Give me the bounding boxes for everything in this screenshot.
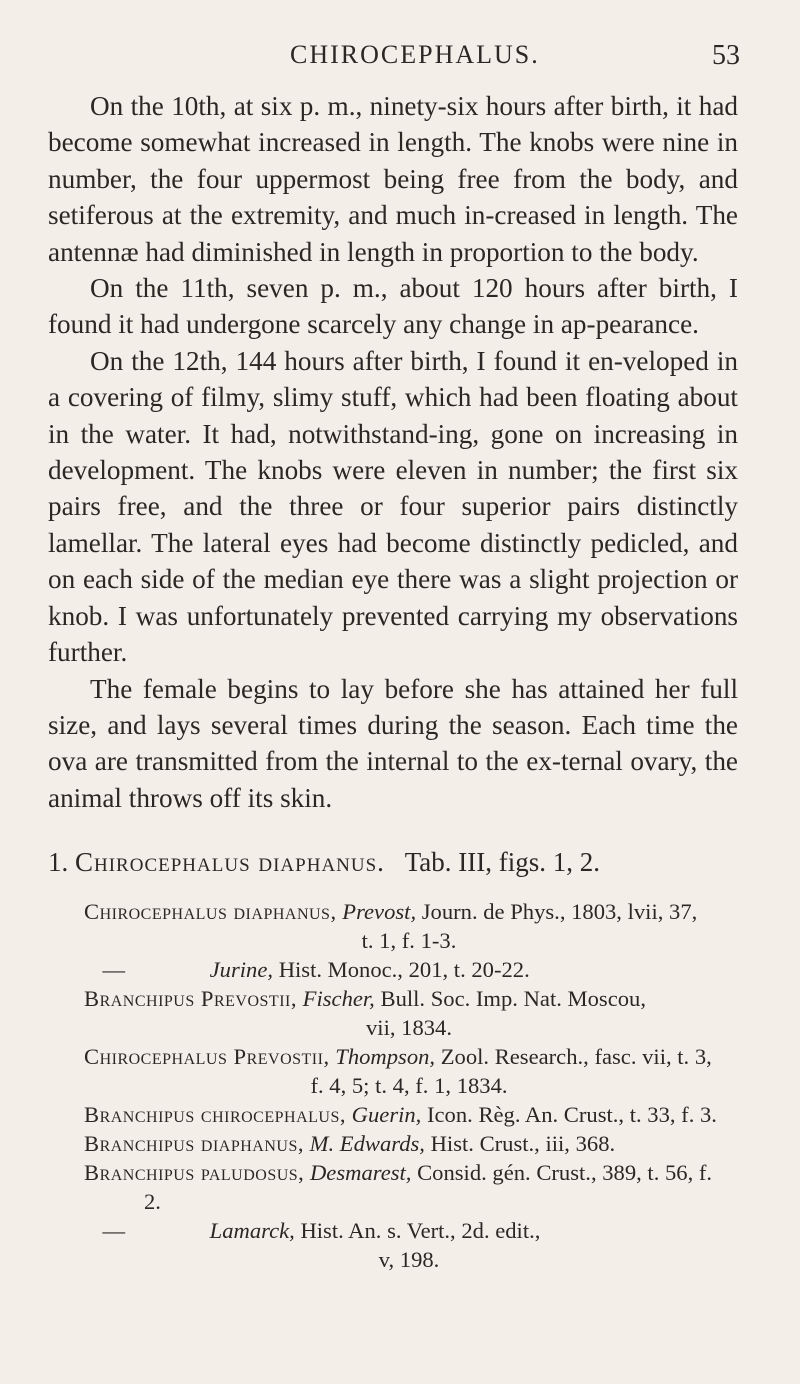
paragraph-2: On the 11th, seven p. m., about 120 hours after birth, I found it had undergone scarcely any change in ap-pearance.: [48, 273, 738, 340]
synonymy-entry: [84, 1158, 734, 1216]
synonym-author: Desmarest,: [309, 1160, 412, 1185]
synonym-citation: Zool. Research., fasc. vii, t. 3,: [440, 1044, 712, 1069]
section-heading: [48, 844, 748, 880]
synonymy-entry: [84, 1129, 734, 1158]
synonym-author: Lamarck,: [209, 1218, 295, 1243]
plate-reference: Tab. III, figs. 1, 2.: [404, 847, 601, 877]
synonym-citation: Journ. de Phys., 1803, lvii, 37,: [421, 899, 698, 924]
synonym-continuation: v, 198.: [378, 1247, 440, 1272]
synonymy-entry: [84, 1100, 734, 1129]
synonym-ditto: —: [102, 1218, 126, 1243]
synonym-author: M. Edwards,: [309, 1131, 425, 1156]
synonym-continuation: vii, 1834.: [366, 1015, 452, 1040]
synonym-author: Guerin,: [351, 1102, 422, 1127]
synonym-author: Prevost,: [342, 899, 417, 924]
running-head-title: CHIROCEPHALUS.: [290, 40, 540, 69]
synonym-continuation: t. 1, f. 1-3.: [361, 928, 457, 953]
synonym-name: Branchipus chirocephalus,: [84, 1102, 347, 1127]
synonymy-entry: [84, 1042, 734, 1100]
synonym-name: Chirocephalus diaphanus,: [84, 899, 337, 924]
synonym-ditto: —: [102, 957, 126, 982]
paragraph-1: On the 10th, at six p. m., ninety-six hours after birth, it had become somewhat increased in length. The knobs were nine in number, the four uppermost being free from the body, and setiferous at the extremity, and much in-creased in length. The antennæ had diminished in length in proportion to the body.: [48, 91, 738, 267]
synonym-citation: Consid. gén. Crust., 389, t. 56, f. 2.: [144, 1160, 713, 1214]
synonym-name: Branchipus Prevostii,: [84, 986, 298, 1011]
synonymy-entry: [84, 897, 734, 955]
synonym-name: Branchipus paludosus,: [84, 1160, 305, 1185]
synonym-citation: Hist. Crust., iii, 368.: [430, 1131, 616, 1156]
synonym-citation: Bull. Soc. Imp. Nat. Moscou,: [380, 986, 646, 1011]
synonym-continuation: f. 4, 5; t. 4, f. 1, 1834.: [310, 1073, 508, 1098]
synonym-citation: Hist. Monoc., 201, t. 20-22.: [278, 957, 530, 982]
body-text: [48, 88, 738, 816]
synonym-citation: Icon. Règ. An. Crust., t. 33, f. 3.: [427, 1102, 717, 1127]
section-number: 1.: [48, 847, 69, 877]
synonym-author: Fischer,: [302, 986, 375, 1011]
synonym-name: Chirocephalus Prevostii,: [84, 1044, 330, 1069]
synonymy-entry: [84, 955, 734, 984]
synonymy-entry: [84, 984, 734, 1042]
synonym-author: Jurine,: [209, 957, 274, 982]
paragraph-4: The female begins to lay before she has attained her full size, and lays several times during the season. Each time the ova are transmitted from the internal to the ex-ternal ovary, the animal throws off its skin.: [48, 673, 738, 813]
paragraph-3: On the 12th, 144 hours after birth, I found it en-veloped in a covering of filmy, slimy stuff, which had been floating about in the water. It had, notwithstand-ing, gone on increasing in development. The knobs were eleven in number; the first six pairs free, and the three or four superior pairs distinctly lamellar. The lateral eyes had become distinctly pedicled, and on each side of the median eye there was a slight projection or knob. I was unfortunately prevented carrying my observations further.: [48, 345, 738, 668]
running-head: [140, 40, 740, 74]
synonymy-list: [84, 897, 734, 1274]
page-number: 53: [712, 40, 740, 71]
synonym-name: Branchipus diaphanus,: [84, 1131, 305, 1156]
synonym-citation: Hist. An. s. Vert., 2d. edit.,: [300, 1218, 541, 1243]
synonymy-entry: [84, 1216, 734, 1274]
species-name: Chirocephalus diaphanus.: [75, 847, 385, 877]
synonym-author: Thompson,: [335, 1044, 436, 1069]
